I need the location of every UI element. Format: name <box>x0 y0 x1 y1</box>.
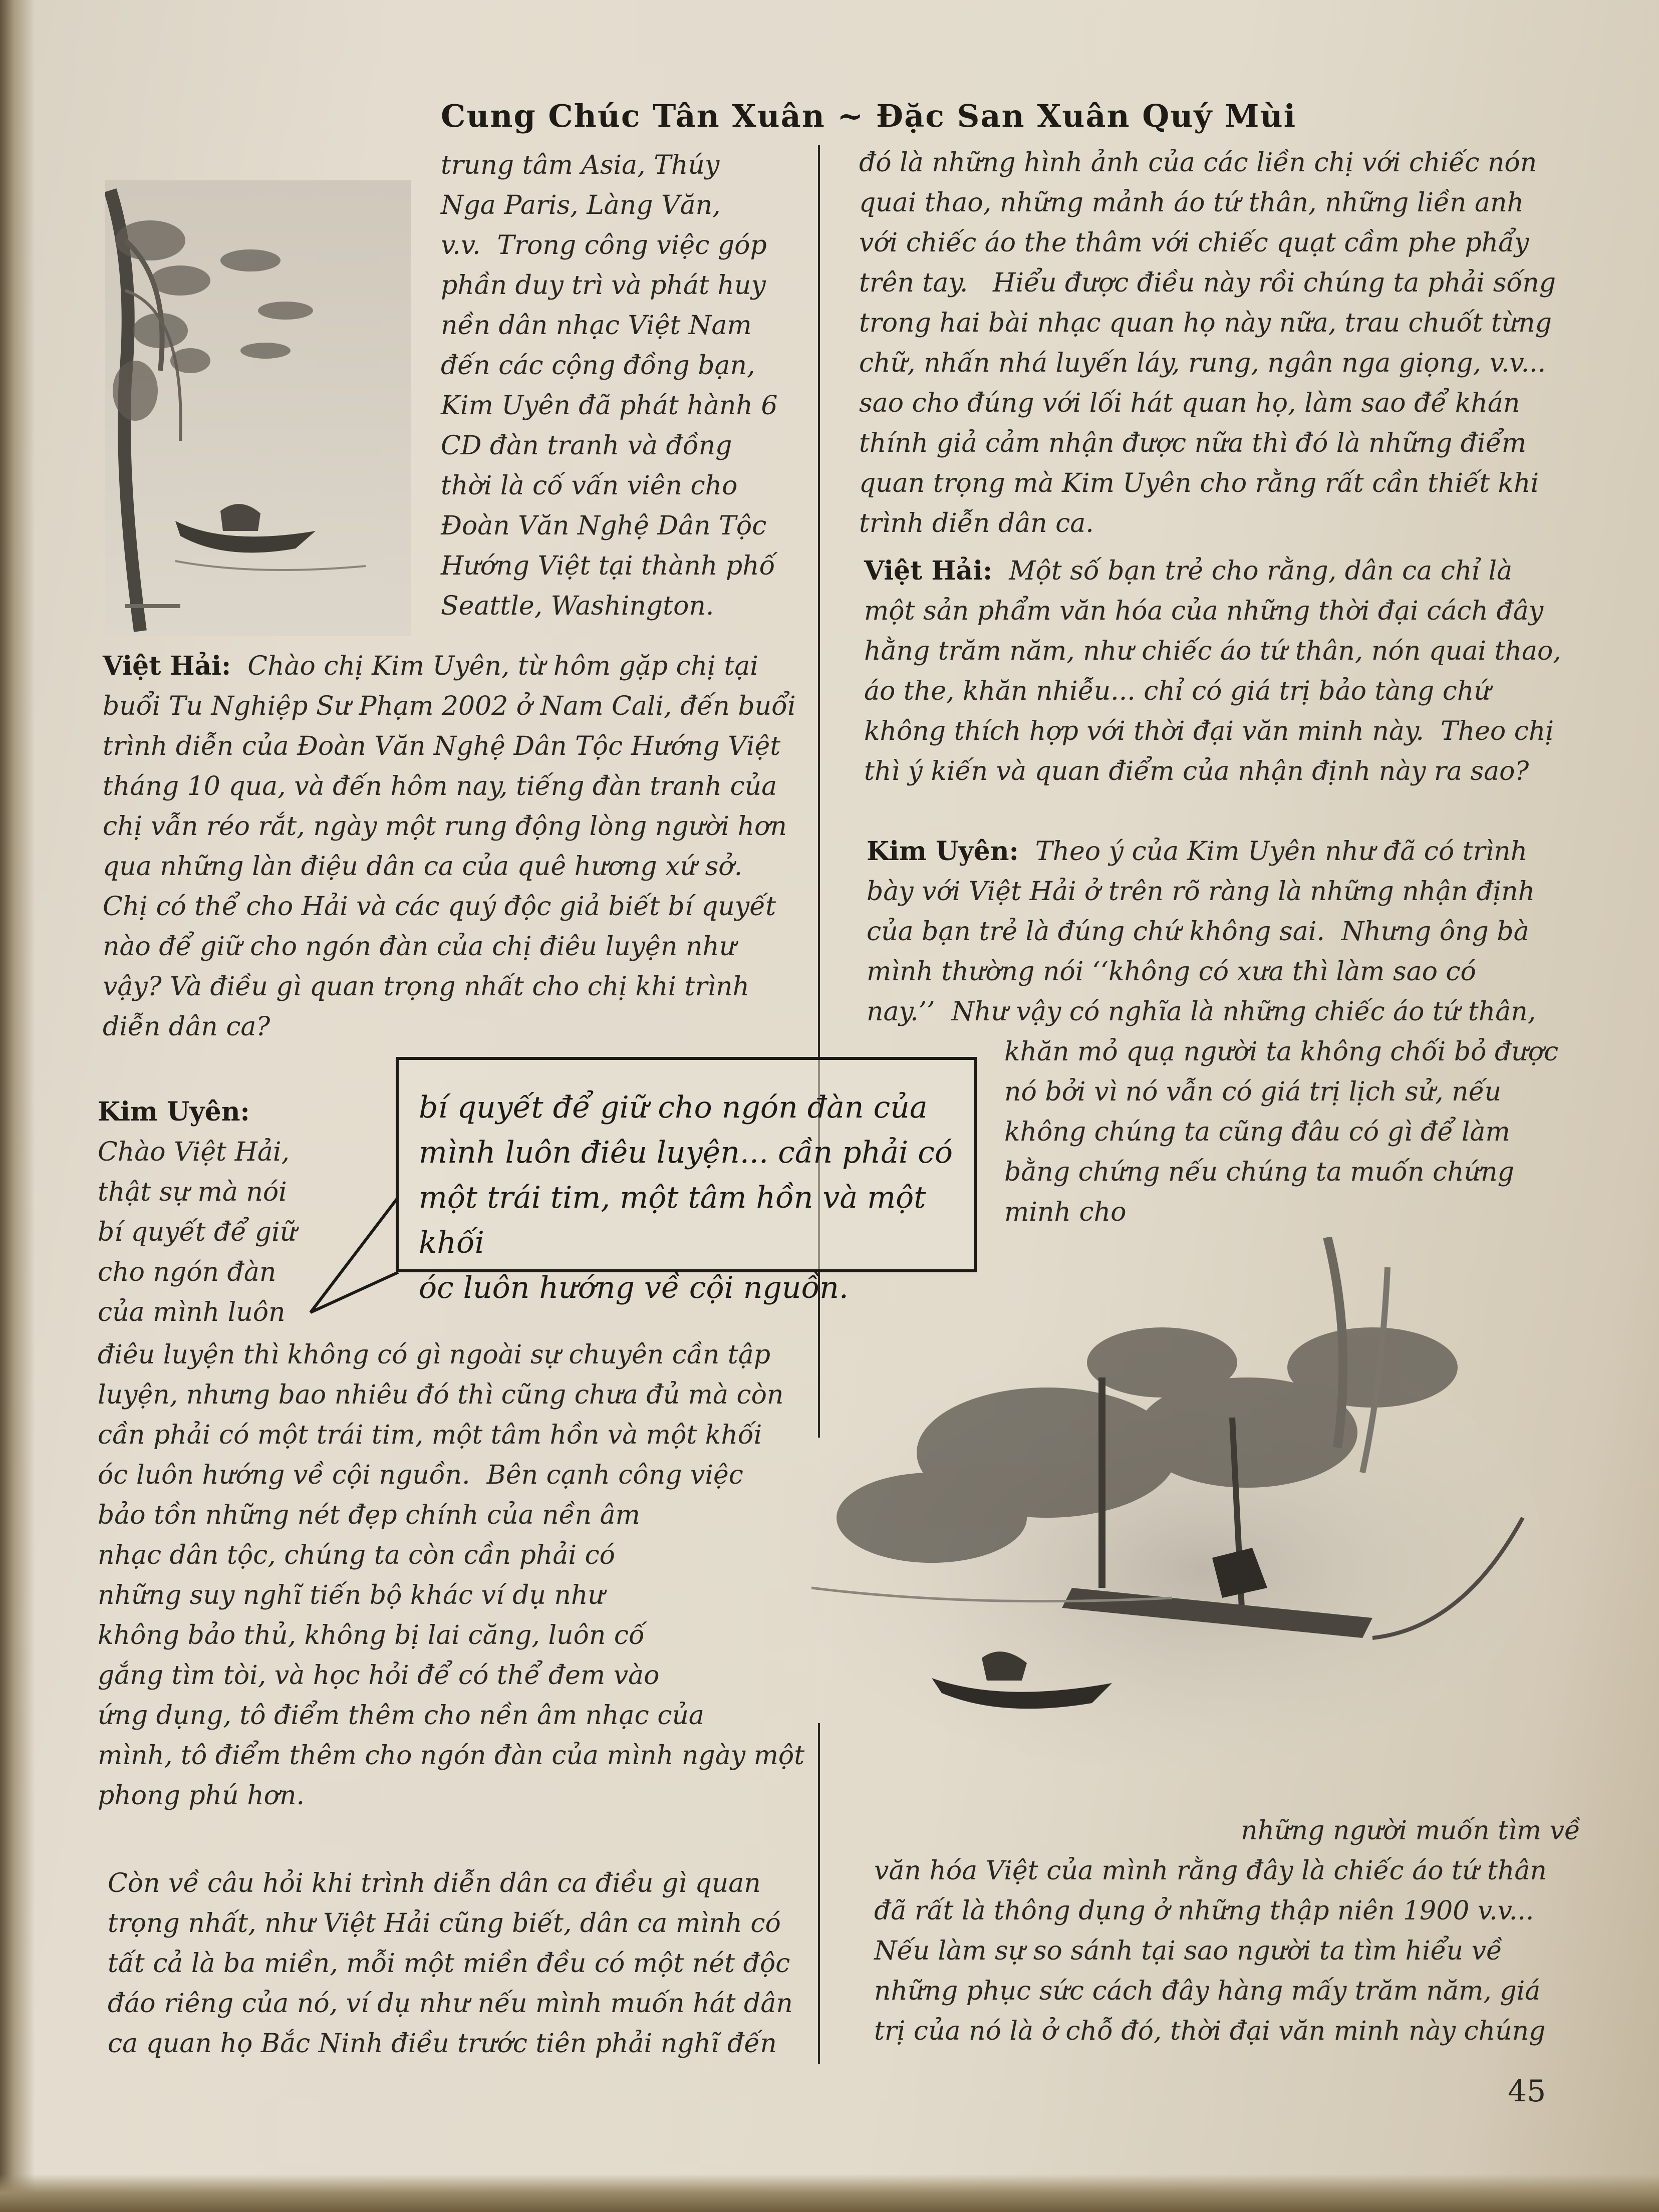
body-line: với chiếc áo the thâm với chiếc quạt cầm phe phẩy <box>859 228 1529 258</box>
answer-line: mình thường nói ‘‘không có xưa thì làm sao có <box>867 957 1476 987</box>
answer-line: Còn về câu hỏi khi trình diễn dân ca điều gì quan <box>108 1868 761 1898</box>
body-line: trong hai bài nhạc quan họ này nữa, trau chuốt từng <box>859 308 1552 338</box>
willow-boat-illustration <box>105 180 411 636</box>
body-line: đó là những hình ảnh của các liền chị với chiếc nón <box>859 148 1537 178</box>
answer-first-line: Theo ý của Kim Uyên như đã có trình <box>1035 837 1528 867</box>
question-line: hằng trăm năm, như chiếc áo tứ thân, nón quai thao, <box>864 636 1561 666</box>
answer-line: luyện, nhưng bao nhiêu đó thì cũng chưa đủ mà còn <box>98 1380 784 1410</box>
answer-line: cho ngón đàn <box>98 1257 276 1287</box>
question-2 <box>864 551 1575 791</box>
question-line: chị vẫn réo rắt, ngày một rung động lòng người hơn <box>103 811 787 842</box>
answer-line: thật sự mà nói <box>98 1177 287 1207</box>
question-line: một sản phẩm văn hóa của những thời đại cách đây <box>864 596 1544 626</box>
intro-line: Kim Uyên đã phát hành 6 <box>441 391 778 421</box>
intro-line: Hướng Việt tại thành phố <box>441 551 775 581</box>
intro-line: nền dân nhạc Việt Nam <box>441 311 752 341</box>
body-line: chữ, nhấn nhá luyến láy, rung, ngân nga giọng, v.v... <box>859 348 1546 378</box>
speaker-label: Kim Uyên: <box>867 836 1019 867</box>
answer-1-continued <box>108 1863 819 2064</box>
answer-line: không chúng ta cũng đâu có gì để làm <box>1004 1117 1510 1147</box>
pull-quote-line: bí quyết để giữ cho ngón đàn của <box>419 1090 928 1125</box>
answer-line: ca quan họ Bắc Ninh điều trước tiên phải nghĩ đến <box>108 2029 777 2059</box>
body-line: đã rất là thông dụng ở những thập niên 1900 v.v... <box>874 1896 1534 1926</box>
answer-line: Chào Việt Hải, <box>98 1137 290 1167</box>
question-line: áo the, khăn nhiễu... chỉ có giá trị bảo tàng chứ <box>864 676 1491 706</box>
answer-line: nay.’’ Như vậy có nghĩa là những chiếc áo tứ thân, <box>867 997 1536 1027</box>
answer-line: điêu luyện thì không có gì ngoài sự chuyên cần tập <box>98 1340 770 1370</box>
page-number: 45 <box>1508 2074 1546 2109</box>
answer-line: nhạc dân tộc, chúng ta còn cần phải có <box>98 1540 615 1570</box>
pull-quote-line: một trái tim, một tâm hồn và một khối <box>419 1180 926 1260</box>
answer-line: bằng chứng nếu chúng ta muốn chứng <box>1004 1157 1514 1187</box>
body-line: trên tay. Hiểu được điều này rồi chúng ta phải sống <box>859 268 1556 298</box>
question-line: vậy? Và điều gì quan trọng nhất cho chị khi trình <box>103 972 750 1002</box>
question-line: buổi Tu Nghiệp Sư Phạm 2002 ở Nam Cali, đến buổi <box>103 691 796 721</box>
answer-line: óc luôn hướng về cội nguồn. Bên cạnh công việc <box>98 1460 743 1490</box>
body-line: trị của nó là ở chỗ đó, thời đại văn minh này chúng <box>874 2016 1546 2046</box>
intro-line: Đoàn Văn Nghệ Dân Tộc <box>441 511 767 541</box>
answer-line: bí quyết để giữ <box>98 1217 297 1247</box>
answer-line: nó bởi vì nó vẫn có giá trị lịch sử, nếu <box>1004 1077 1502 1107</box>
body-line: Nếu làm sự so sánh tại sao người ta tìm hiểu về <box>874 1936 1503 1966</box>
intro-line: Seattle, Washington. <box>441 591 714 621</box>
pull-quote-line: mình luôn điêu luyện... cần phải có <box>419 1135 953 1170</box>
intro-line: v.v. Trong công việc góp <box>441 230 767 260</box>
right-column-bottom <box>874 1811 1580 2051</box>
question-line: không thích hợp với thời đại văn minh này. Theo chị <box>864 716 1554 746</box>
page-bottom-edge <box>0 2174 1659 2212</box>
right-column-top <box>859 143 1570 543</box>
body-line: những người muốn tìm về <box>1241 1816 1580 1846</box>
answer-2-narrow <box>1004 1032 1575 1232</box>
question-first-line: Chào chị Kim Uyên, từ hôm gặp chị tại <box>247 651 758 681</box>
body-line: văn hóa Việt của mình rằng đây là chiếc áo tứ thân <box>874 1856 1547 1886</box>
answer-line: minh cho <box>1004 1197 1127 1227</box>
answer-2 <box>867 832 1578 1032</box>
intro-line: Nga Paris, Làng Văn, <box>441 190 721 220</box>
answer-line: cần phải có một trái tim, một tâm hồn và một khối <box>98 1420 762 1450</box>
answer-line: tất cả là ba miền, mỗi một miền đều có một nét độc <box>108 1949 790 1979</box>
body-line: quai thao, những mảnh áo tứ thân, những liền anh <box>859 188 1524 218</box>
callout-pointer <box>301 1197 411 1317</box>
intro-line: đến các cộng đồng bạn, <box>441 351 755 381</box>
question-line: nào để giữ cho ngón đàn của chị điêu luyện như <box>103 932 736 962</box>
intro-paragraph <box>441 145 801 626</box>
answer-line: của bạn trẻ là đúng chứ không sai. Nhưng ông bà <box>867 917 1529 947</box>
answer-line: trọng nhất, như Việt Hải cũng biết, dân ca mình có <box>108 1908 781 1939</box>
question-line: tháng 10 qua, và đến hôm nay, tiếng đàn tranh của <box>103 771 777 801</box>
running-header: Cung Chúc Tân Xuân ~ Đặc San Xuân Quý Mùi <box>441 98 1297 134</box>
body-line: quan trọng mà Kim Uyên cho rằng rất cần thiết khi <box>859 468 1539 498</box>
speaker-label: Việt Hải: <box>103 651 231 681</box>
body-line: thính giả cảm nhận được nữa thì đó là những điểm <box>859 428 1527 458</box>
answer-line: gắng tìm tòi, và học hỏi để có thể đem vào <box>98 1661 660 1691</box>
intro-line: trung tâm Asia, Thúy <box>441 150 720 180</box>
question-first-line: Một số bạn trẻ cho rằng, dân ca chỉ là <box>1009 556 1513 586</box>
answer-line: khăn mỏ quạ người ta không chối bỏ được <box>1004 1037 1559 1067</box>
question-line: trình diễn của Đoàn Văn Nghệ Dân Tộc Hướng Việt <box>103 731 781 761</box>
answer-line: những suy nghĩ tiến bộ khác ví dụ như <box>98 1580 605 1610</box>
pull-quote-line: óc luôn hướng về cội nguồn. <box>419 1270 849 1305</box>
answer-line: mình, tô điểm thêm cho ngón đàn của mình ngày một <box>98 1741 805 1771</box>
question-line: qua những làn điệu dân ca của quê hương xứ sở. <box>103 852 743 882</box>
question-line: diễn dân ca? <box>103 1012 270 1042</box>
intro-line: phần duy trì và phát huy <box>441 270 766 301</box>
answer-line: bảo tồn những nét đẹp chính của nền âm <box>98 1500 640 1530</box>
intro-line: CD đàn tranh và đồng <box>441 431 732 461</box>
answer-line: ứng dụng, tô điểm thêm cho nền âm nhạc của <box>98 1701 704 1731</box>
answer-line: phong phú hơn. <box>98 1781 305 1811</box>
body-line: trình diễn dân ca. <box>859 508 1094 538</box>
answer-line: đáo riêng của nó, ví dụ như nếu mình muốn hát dân <box>108 1989 793 2019</box>
question-line: Chị có thể cho Hải và các quý độc giả biết bí quyết <box>103 892 776 922</box>
village-river-painting <box>721 1237 1583 1808</box>
answer-line: bày với Việt Hải ở trên rõ ràng là những nhận định <box>867 877 1535 907</box>
speaker-label: Việt Hải: <box>864 556 993 586</box>
answer-line: không bảo thủ, không bị lai căng, luôn cố <box>98 1620 645 1650</box>
answer-line: của mình luôn <box>98 1297 286 1327</box>
speaker-label: Kim Uyên: <box>98 1096 250 1127</box>
binding-shadow <box>0 0 35 2212</box>
question-line: thì ý kiến và quan điểm của nhận định này ra sao? <box>864 756 1529 786</box>
village-river-illustration <box>721 1237 1583 1808</box>
body-line: những phục sức cách đây hàng mấy trăm năm, giá <box>874 1976 1541 2006</box>
body-line: sao cho đúng với lối hát quan họ, làm sao để khán <box>859 388 1520 418</box>
intro-line: thời là cố vấn viên cho <box>441 471 738 501</box>
question-1 <box>103 646 809 1047</box>
answer-1-body <box>98 1335 814 1816</box>
willow-boat-painting <box>105 180 411 636</box>
